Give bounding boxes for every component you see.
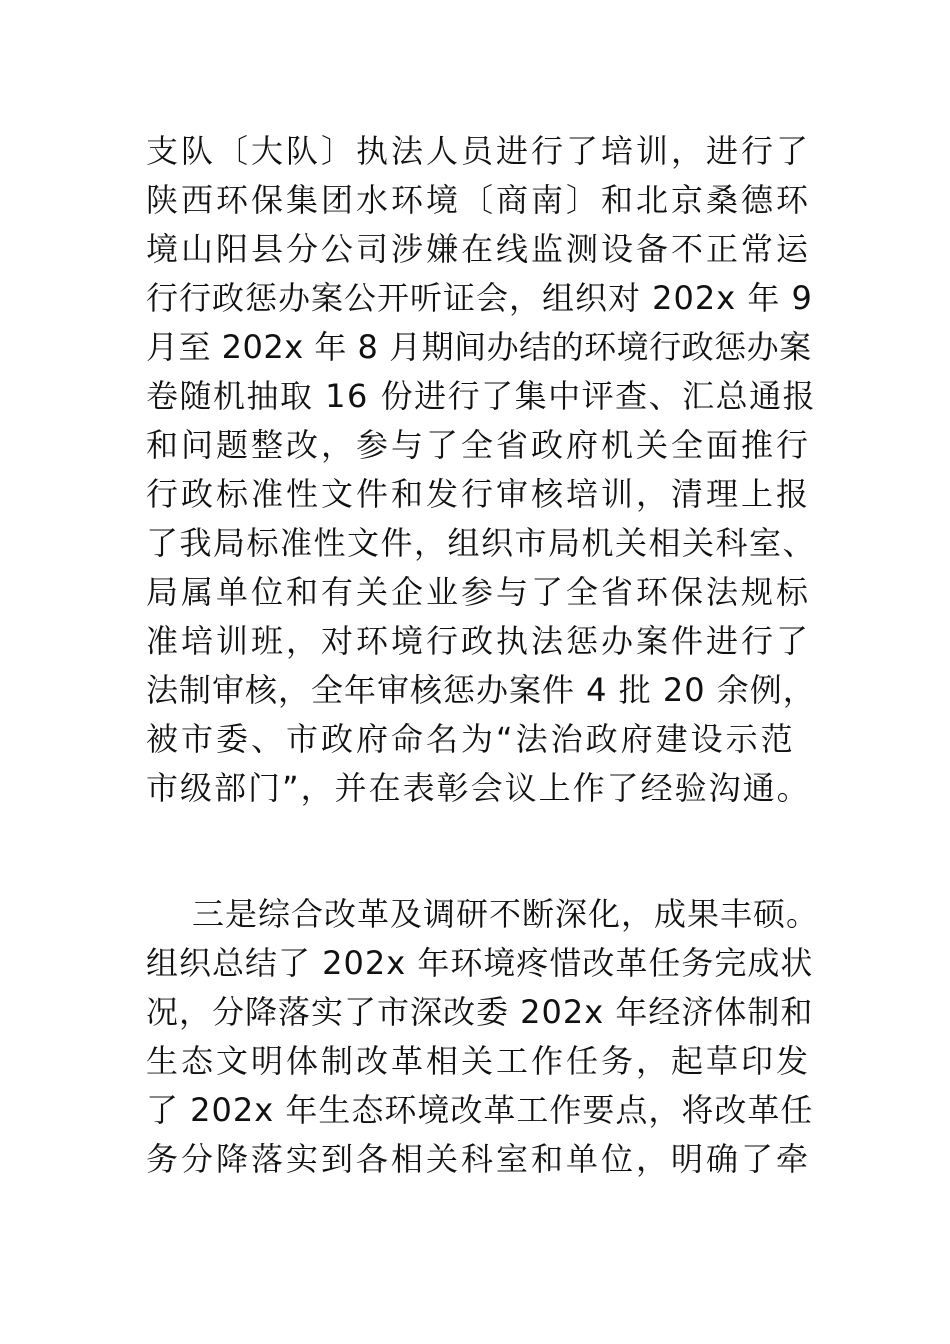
paragraph-line: 了 202x 年生态环境改革工作要点，将改革任 xyxy=(146,1091,814,1129)
paragraph-line: 卷随机抽取 16 份进行了集中评查、汇总通报 xyxy=(146,377,817,415)
paragraph-line: 和问题整改，参与了全省政府机关全面推行 xyxy=(146,426,812,464)
paragraph-line: 了我局标准性文件，组织市局机关相关科室、 xyxy=(146,524,817,562)
paragraph-line: 市级部门”，并在表彰会议上作了经验沟通。 xyxy=(146,769,811,807)
paragraph-line: 被市委、市政府命名为“法治政府建设示范 xyxy=(146,720,796,758)
paragraph-line: 三是综合改革及调研不断深化，成果丰硕。 xyxy=(192,895,820,933)
paragraph-line: 局属单位和有关企业参与了全省环保法规标 xyxy=(146,573,812,611)
paragraph-line: 行行政惩办案公开听证会，组织对 202x 年 9 xyxy=(146,279,813,317)
paragraph-line: 月至 202x 年 8 月期间办结的环境行政惩办案 xyxy=(146,328,812,366)
paragraph-line: 准培训班，对环境行政执法惩办案件进行了 xyxy=(146,622,812,660)
paragraph-line: 生态文明体制改革相关工作任务，起草印发 xyxy=(146,1042,812,1080)
paragraph-line: 支队〔大队〕执法人员进行了培训，进行了 xyxy=(146,132,812,170)
paragraph-line: 行政标准性文件和发行审核培训，清理上报 xyxy=(146,475,812,513)
paragraph-line: 境山阳县分公司涉嫌在线监测设备不正常运 xyxy=(146,230,812,268)
paragraph-line: 组织总结了 202x 年环境疼惜改革任务完成状 xyxy=(146,944,814,982)
paragraph-line: 法制审核，全年审核惩办案件 4 批 20 余例， xyxy=(146,671,816,709)
paragraph-line: 陕西环保集团水环境〔商南〕和北京桑德环 xyxy=(146,181,812,219)
paragraph-line: 况，分降落实了市深改委 202x 年经济体制和 xyxy=(146,993,814,1031)
paragraph-line: 务分降落实到各相关科室和单位，明确了牵 xyxy=(146,1140,812,1178)
